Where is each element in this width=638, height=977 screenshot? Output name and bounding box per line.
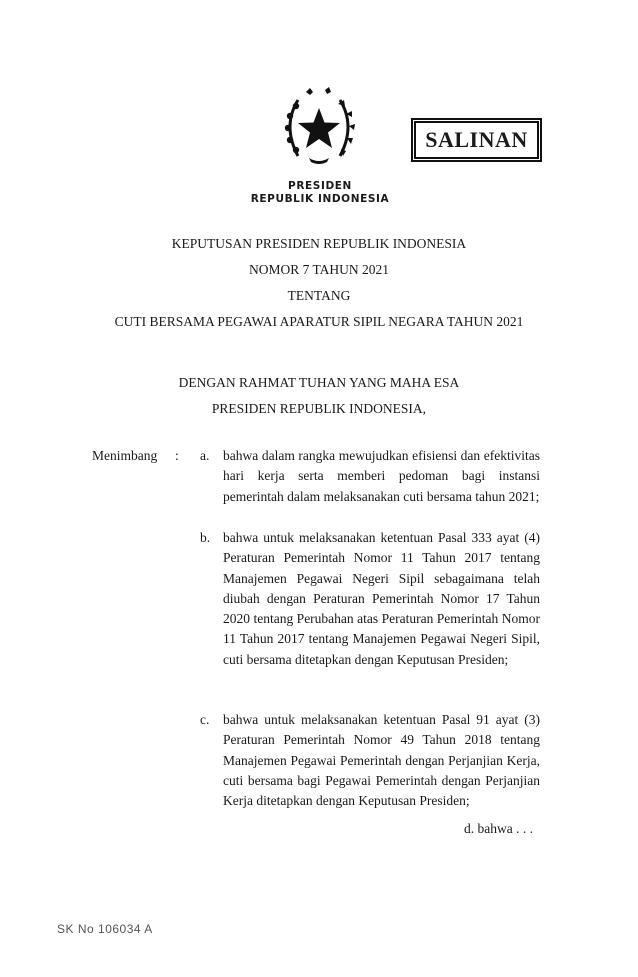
- presiden-heading: [220, 180, 420, 206]
- salinan-stamp: SALINAN: [414, 121, 539, 159]
- menimbang-item-c: bahwa untuk melaksanakan ketentuan Pasal 91 ayat (3) Peraturan Pemerintah Nomor 49 Tahun 2018 tentang Manajemen Pegawai Pemerintah dengan Perjanjian Kerja, cuti bersama bagi Pegawai Pemerintah dengan Perjanjian Kerja ditetapkan dengan Keputusan Presiden;: [223, 712, 540, 809]
- menimbang-item-b: bahwa untuk melaksanakan ketentuan Pasal 333 ayat (4) Peraturan Pemerintah Nomor 11 Tahun 2017 tentang Manajemen Pegawai Negeri Sipil sebagaimana telah diubah dengan Peraturan Pemerintah Nomor 17 Tahun 2020 tentang Perubahan atas Peraturan Pemerintah Nomor 11 Tahun 2017 tentang Manajemen Pegawai Negeri Sipil, cuti bersama ditetapkan dengan Keputusan Presiden;: [223, 530, 540, 667]
- republik-indonesia-label: REPUBLIK INDONESIA: [250, 193, 390, 205]
- menimbang-label: Menimbang: [92, 448, 158, 463]
- document-code: SK No 106034 A: [57, 922, 153, 936]
- decree-number: NOMOR 7 TAHUN 2021: [248, 262, 390, 277]
- continuation-marker: d. bahwa . . .: [464, 821, 533, 836]
- item-letter-c: c.: [200, 712, 210, 727]
- menimbang-colon: :: [175, 448, 179, 463]
- decree-tentang: TENTANG: [287, 288, 351, 303]
- decree-subject: CUTI BERSAMA PEGAWAI APARATUR SIPIL NEGARA TAHUN 2021: [114, 314, 524, 329]
- presiden-label: PRESIDEN: [288, 180, 352, 192]
- menimbang-item-a: bahwa dalam rangka mewujudkan efisiensi dan efektivitas hari kerja serta memberi pedoman bagi instansi pemerintah dalam melaksanakan cuti bersama tahun 2021;: [223, 448, 540, 504]
- item-letter-a: a.: [200, 448, 210, 463]
- presidential-emblem-icon: [276, 86, 362, 170]
- preamble-line-2: PRESIDEN REPUBLIK INDONESIA,: [211, 401, 427, 416]
- decree-title: KEPUTUSAN PRESIDEN REPUBLIK INDONESIA: [171, 236, 467, 251]
- item-letter-b: b.: [200, 530, 211, 545]
- preamble-line-1: DENGAN RAHMAT TUHAN YANG MAHA ESA: [178, 375, 460, 390]
